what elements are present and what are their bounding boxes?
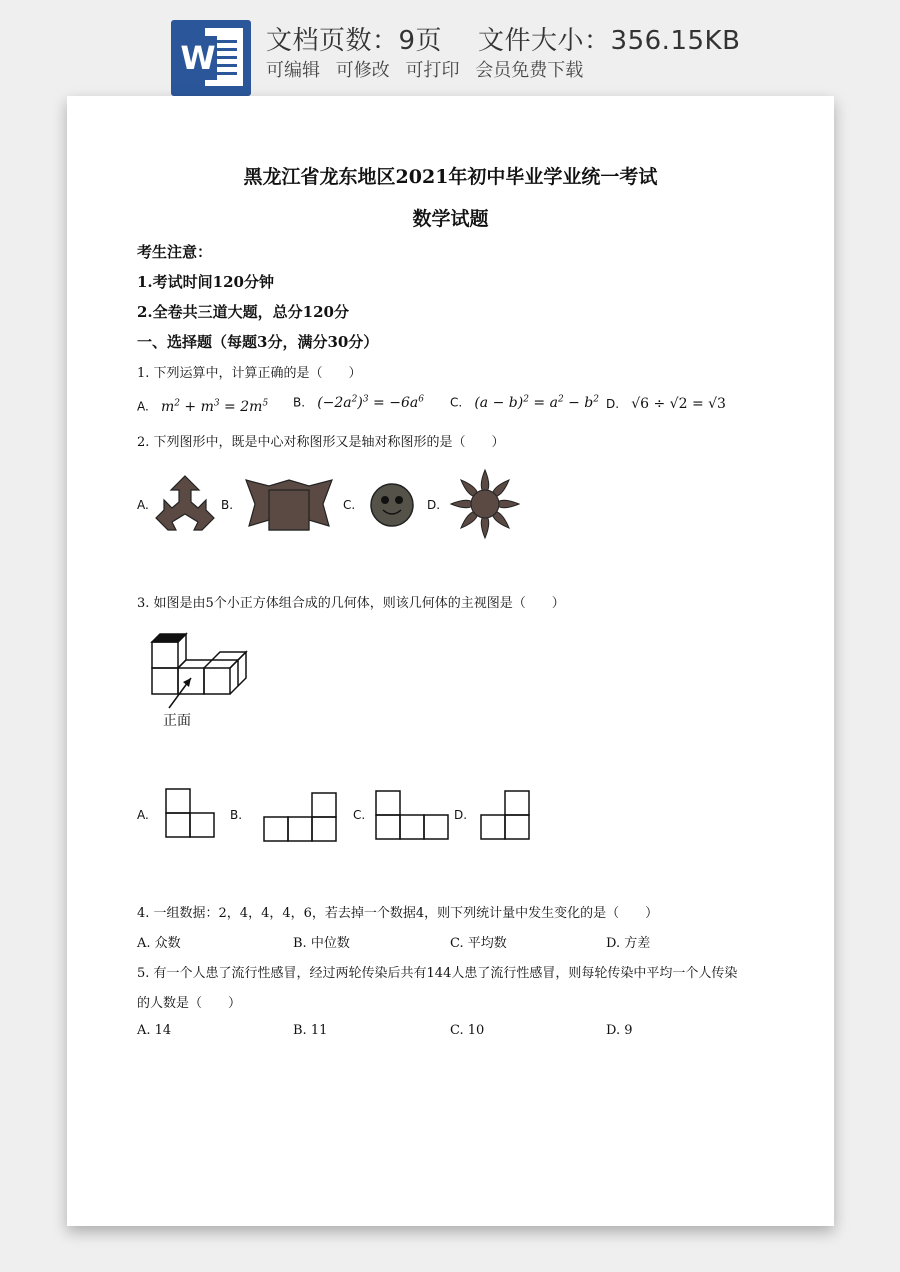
q4-option-c: C. 平均数 xyxy=(450,936,507,951)
q3-option-c-view xyxy=(375,790,449,840)
q3-label-a: A. xyxy=(137,808,149,822)
q1-option-c: C. $(a - b)^2 = a^2 - b^2$ xyxy=(450,394,599,411)
download-banner xyxy=(0,0,900,96)
word-icon xyxy=(171,20,251,96)
q2-label-d: D. xyxy=(427,498,441,512)
q1-option-d: D. √6 ÷ √2 = √3 xyxy=(606,396,726,412)
q2-figure-b-ribbon xyxy=(243,474,335,536)
q5-option-b: B. 11 xyxy=(293,1023,328,1038)
q2-figure-d-flower xyxy=(447,468,523,540)
feature-modifiable: 可修改 xyxy=(335,60,390,81)
q2-label-c: C. xyxy=(343,498,356,512)
q5-option-c: C. 10 xyxy=(450,1023,485,1038)
q2-figure-a-arrows xyxy=(154,474,216,536)
q1-stem: 1. 下列运算中，计算正确的是（ ） xyxy=(137,366,362,381)
q3-stem: 3. 如图是由5个小正方体组合成的几何体，则该几何体的主视图是（ ） xyxy=(137,596,565,611)
q2-figure-c-smiley xyxy=(369,482,415,528)
q5-stem-line2: 的人数是（ ） xyxy=(137,996,242,1011)
document-page xyxy=(67,96,834,1226)
q3-option-d-view xyxy=(480,790,530,842)
q3-option-b-view xyxy=(263,792,337,842)
exam-subtitle: 数学试题 xyxy=(412,208,489,230)
q2-label-a: A. xyxy=(137,498,149,512)
q4-option-d: D. 方差 xyxy=(606,936,651,951)
notice-total: 2.全卷共三道大题，总分120分 xyxy=(137,303,349,321)
q3-front-arrow xyxy=(163,672,203,712)
q5-stem-line1: 5. 有一个人患了流行性感冒，经过两轮传染后共有144人患了流行性感冒，则每轮传染中平均一个人传染 xyxy=(137,966,738,981)
page-count: 文档页数：9页 xyxy=(266,26,443,56)
q2-stem: 2. 下列图形中，既是中心对称图形又是轴对称图形的是（ ） xyxy=(137,435,505,450)
q4-stem: 4. 一组数据：2，4，4，4，6，若去掉一个数据4，则下列统计量中发生变化的是（ ） xyxy=(137,906,659,921)
q4-option-a: A. 众数 xyxy=(137,936,181,951)
feature-printable: 可打印 xyxy=(405,60,460,81)
q2-label-b: B. xyxy=(221,498,234,512)
banner-file-info xyxy=(266,20,740,57)
exam-title: 黑龙江省龙东地区2021年初中毕业学业统一考试 xyxy=(243,166,658,188)
q5-option-d: D. 9 xyxy=(606,1023,633,1038)
feature-editable: 可编辑 xyxy=(266,60,320,81)
q3-label-d: D. xyxy=(454,808,468,822)
q3-option-a-view xyxy=(165,788,215,840)
q3-label-c: C. xyxy=(353,808,366,822)
file-size: 文件大小：356.15KB xyxy=(478,26,741,56)
q1-option-a: A. $m^2 + m^3 = 2m^5$ xyxy=(137,398,269,415)
q1-option-b: B. $(-2a^2)^3 = -6a^6$ xyxy=(293,394,424,411)
word-icon-letter: W xyxy=(179,36,217,80)
q4-option-b: B. 中位数 xyxy=(293,936,350,951)
q3-front-label: 正面 xyxy=(163,713,191,729)
notice-heading: 考生注意： xyxy=(137,243,213,261)
notice-time: 1.考试时间120分钟 xyxy=(137,273,274,291)
q5-option-a: A. 14 xyxy=(137,1023,172,1038)
banner-features xyxy=(266,56,593,82)
feature-free-download[interactable]: 会员免费下载 xyxy=(475,60,584,81)
q3-label-b: B. xyxy=(230,808,243,822)
section-heading: 一、选择题（每题3分，满分30分） xyxy=(137,333,379,351)
